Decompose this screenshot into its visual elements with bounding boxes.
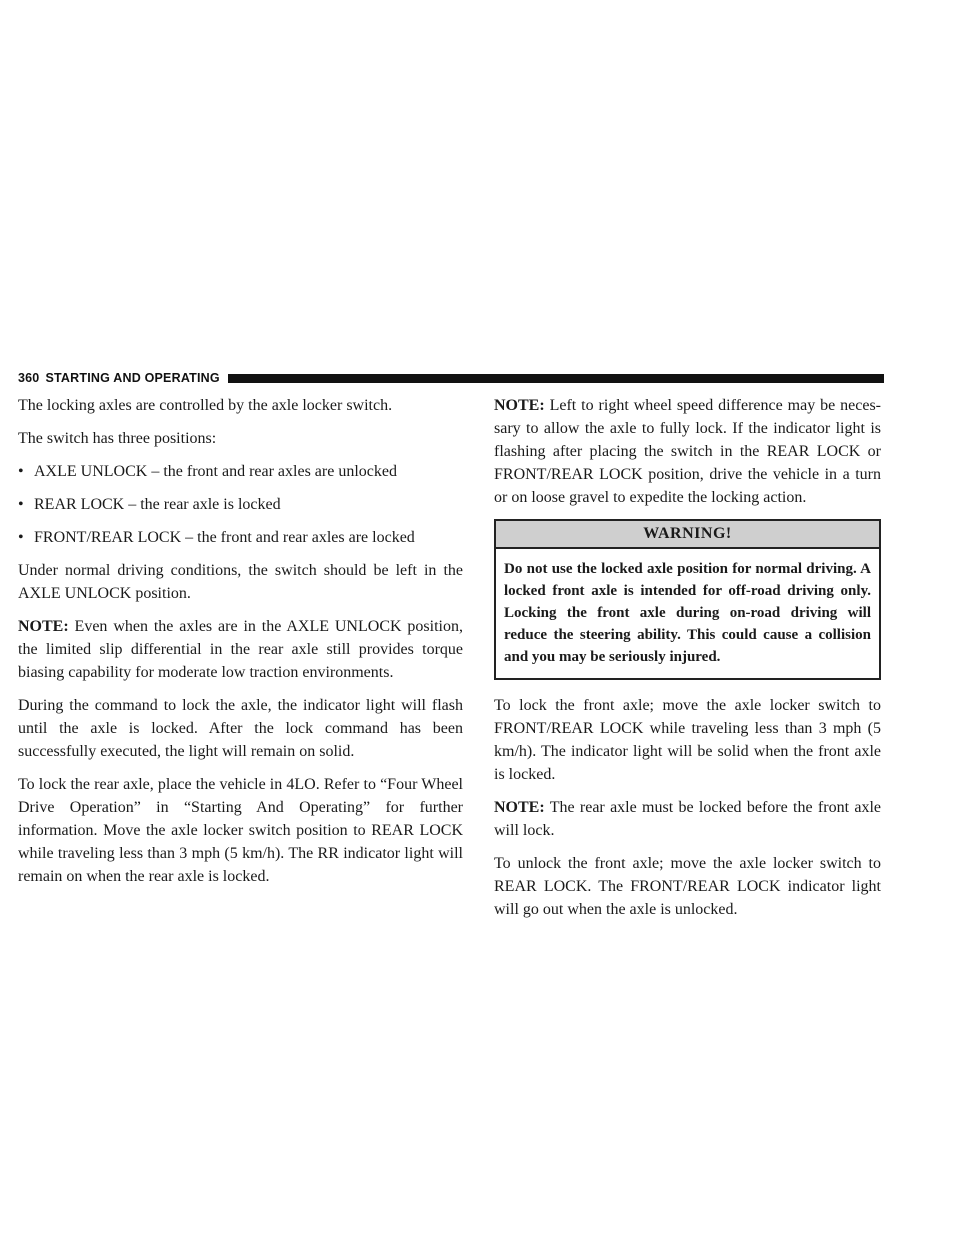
front-lock-paragraph: To lock the front axle; move the axle locker switch to FRONT/REAR LOCK while traveling less than 3 mph (5 km/h). The indicator light will be solid when the front axle is locked. xyxy=(494,697,881,783)
switch-positions-list xyxy=(18,460,463,549)
bullet-icon: • xyxy=(18,463,24,480)
list-item xyxy=(18,526,463,549)
note-paragraph xyxy=(494,796,881,842)
note-label: NOTE: xyxy=(18,618,69,635)
section-title: STARTING AND OPERATING xyxy=(45,371,220,385)
normal-driving-paragraph: Under normal driving conditions, the switch should be left in the AXLE UNLOCK position. xyxy=(18,562,463,602)
note-label: NOTE: xyxy=(494,397,545,414)
warning-title: WARNING! xyxy=(496,521,879,549)
warning-box xyxy=(494,519,881,680)
intro-paragraph: The locking axles are controlled by the axle locker switch. xyxy=(18,397,393,414)
note-label: NOTE: xyxy=(494,799,545,816)
bullet-icon: • xyxy=(18,529,24,546)
left-column xyxy=(18,394,463,898)
note-paragraph xyxy=(18,615,463,684)
header-rule xyxy=(228,374,884,383)
command-paragraph: During the command to lock the axle, the indicator light will flash until the axle is locked. After the lock command has been successfully executed, the light will remain on solid. xyxy=(18,697,463,760)
note-text: Left to right wheel speed difference may be necessary to allow the axle to fully lock. If the indicator light is flashing after placing the switch in the REAR LOCK or FRONT/REAR LOCK position, drive the vehicle in a turn or on loose gravel to expedite the locking action. xyxy=(494,397,881,506)
list-item-text: FRONT/REAR LOCK – the front and rear axles are locked xyxy=(34,529,415,546)
list-item xyxy=(18,460,463,483)
page-header xyxy=(18,371,884,385)
list-item-text: REAR LOCK – the rear axle is locked xyxy=(34,496,281,513)
front-unlock-paragraph: To unlock the front axle; move the axle locker switch to REAR LOCK. The FRONT/REAR LOCK indicator light will go out when the axle is unlocked. xyxy=(494,855,881,918)
right-column xyxy=(494,394,881,931)
positions-intro: The switch has three positions: xyxy=(18,430,217,447)
list-item xyxy=(18,493,463,516)
bullet-icon: • xyxy=(18,496,24,513)
list-item-text: AXLE UNLOCK – the front and rear axles are unlocked xyxy=(34,463,397,480)
page-number: 360 xyxy=(18,371,40,385)
note-paragraph xyxy=(494,394,881,509)
note-text: The rear axle must be locked before the front axle will lock. xyxy=(494,799,881,839)
warning-text: Do not use the locked axle position for normal driving. A locked front axle is intended for off-road driving only. Locking the front axle during on-road driving will reduce the steering ability. This could cause a collision and you may be seriously injured. xyxy=(504,561,871,665)
note-text: Even when the axles are in the AXLE UNLOCK position, the limited slip differential in the rear axle still provides torque biasing capability for moderate low traction environments. xyxy=(18,618,463,681)
rear-lock-paragraph: To lock the rear axle, place the vehicle in 4LO. Refer to “Four Wheel Drive Operation” in “Starting And Operating” for further information. Move the axle locker switch position to REAR LOCK while traveling less than 3 mph (5 km/h). The RR indicator light will remain on when the rear axle is locked. xyxy=(18,776,463,885)
